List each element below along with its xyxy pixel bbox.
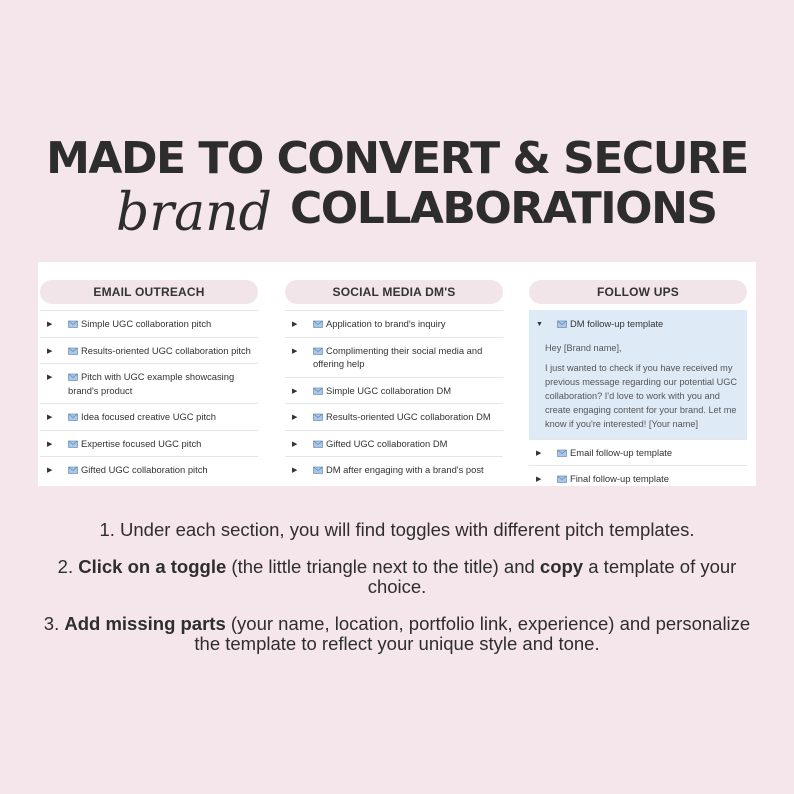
toggle-item[interactable] — [40, 456, 258, 483]
headline — [0, 133, 794, 243]
toggle-item[interactable] — [529, 465, 747, 492]
toggle-triangle-icon[interactable]: ▶ — [292, 347, 298, 355]
toggle-item[interactable] — [285, 337, 503, 377]
step-3-text: (your name, location, portfolio link, experience) and personalize the template to reflect your unique style and tone. — [194, 613, 751, 654]
step-2-text1: (the little triangle next to the title) and — [231, 556, 535, 577]
toggle-triangle-icon[interactable]: ▶ — [47, 440, 53, 448]
toggle-label: Idea focused creative UGC pitch — [81, 411, 216, 422]
column-title: FOLLOW UPS — [529, 280, 747, 304]
envelope-icon — [313, 386, 323, 395]
envelope-icon — [68, 372, 78, 381]
toggle-triangle-icon[interactable]: ▶ — [292, 414, 298, 421]
instruction-step-3 — [40, 614, 754, 654]
toggle-item[interactable] — [40, 403, 258, 430]
toggle-item-open[interactable] — [529, 310, 747, 337]
step-3-number: 3. — [43, 613, 60, 634]
envelope-icon — [313, 346, 323, 355]
toggle-item[interactable] — [285, 377, 503, 404]
toggle-content — [529, 337, 747, 439]
toggle-item[interactable] — [285, 456, 503, 483]
toggle-triangle-icon[interactable]: ▶ — [536, 476, 542, 483]
toggle-label: Results-oriented UGC collaboration pitch — [81, 344, 251, 356]
column-title: SOCIAL MEDIA DM'S — [285, 280, 503, 304]
toggle-item[interactable] — [40, 363, 258, 403]
toggle-label: Gifted UGC collaboration DM — [326, 437, 448, 449]
column-follow-ups — [529, 280, 747, 492]
toggle-item[interactable] — [285, 430, 503, 457]
template-body: I just wanted to check if you have received my previous message regarding our potential UGC collaboration? I'd love to work with you and create engaging content for your brand. Let me know if you're interested! [Your name] — [545, 362, 738, 429]
toggle-item[interactable] — [40, 310, 258, 337]
toggle-triangle-icon[interactable]: ▶ — [292, 387, 298, 395]
envelope-icon — [557, 319, 567, 328]
toggle-label: DM after engaging with a brand's post — [326, 464, 484, 475]
toggle-label: Final follow-up template — [570, 473, 670, 484]
toggle-triangle-icon[interactable]: ▶ — [47, 414, 53, 421]
template-greeting: Hey [Brand name], — [545, 342, 622, 353]
envelope-icon — [68, 439, 78, 448]
toggle-label: Results-oriented UGC collaboration DM — [326, 411, 491, 422]
envelope-icon — [68, 319, 78, 328]
toggle-triangle-icon[interactable]: ▶ — [536, 449, 542, 457]
envelope-icon — [557, 448, 567, 457]
toggle-label: Complimenting their social media and offering help — [313, 344, 483, 369]
toggle-triangle-icon[interactable]: ▶ — [47, 347, 53, 355]
step-3-bold: Add missing parts — [64, 613, 226, 634]
toggle-item[interactable] — [285, 310, 503, 337]
envelope-icon — [68, 346, 78, 355]
column-social-media-dms — [285, 280, 503, 483]
envelope-icon — [313, 439, 323, 448]
toggle-triangle-icon[interactable]: ▶ — [292, 321, 298, 328]
toggle-triangle-icon[interactable]: ▶ — [47, 321, 53, 328]
toggle-item[interactable] — [529, 439, 747, 466]
headline-line1: MADE TO CONVERT & SECURE — [46, 133, 748, 184]
toggle-triangle-icon[interactable]: ▶ — [292, 467, 298, 474]
step-2-bold-toggle: Click on a toggle — [78, 556, 227, 577]
step-2-number: 2. — [57, 556, 74, 577]
instructions — [0, 520, 794, 671]
instruction-step-1: 1. Under each section, you will find toggles with different pitch templates. — [99, 519, 695, 540]
toggle-label: Email follow-up template — [570, 446, 673, 458]
toggle-triangle-open-icon[interactable]: ▼ — [536, 321, 543, 328]
step-2-bold-copy: copy — [539, 556, 584, 577]
toggle-triangle-icon[interactable]: ▶ — [292, 440, 298, 448]
envelope-icon — [313, 465, 323, 474]
toggle-item[interactable] — [285, 403, 503, 430]
step-2-text2: a template of your choice. — [367, 556, 737, 597]
toggle-item[interactable] — [40, 430, 258, 457]
headline-line2 — [0, 183, 794, 243]
toggle-label: DM follow-up template — [570, 318, 664, 329]
toggle-triangle-icon[interactable]: ▶ — [47, 467, 53, 474]
envelope-icon — [313, 319, 323, 328]
column-title: EMAIL OUTREACH — [40, 280, 258, 304]
toggle-label: Simple UGC collaboration DM — [326, 384, 452, 396]
instruction-step-2 — [40, 557, 754, 597]
toggle-label: Application to brand's inquiry — [326, 318, 446, 329]
toggle-item[interactable] — [40, 337, 258, 364]
toggle-triangle-icon[interactable]: ▶ — [47, 374, 53, 381]
column-email-outreach — [40, 280, 258, 483]
toggle-label: Expertise focused UGC pitch — [81, 437, 202, 449]
toggle-label: Gifted UGC collaboration pitch — [81, 464, 208, 475]
template-panel — [38, 262, 756, 486]
toggle-label: Pitch with UGC example showcasing brand's product — [68, 371, 235, 396]
envelope-icon — [68, 465, 78, 474]
toggle-label: Simple UGC collaboration pitch — [81, 318, 212, 329]
headline-collaborations: COLLABORATIONS — [290, 183, 717, 234]
envelope-icon — [313, 412, 323, 421]
envelope-icon — [68, 412, 78, 421]
headline-script-word: brand — [116, 183, 272, 243]
envelope-icon — [557, 474, 567, 483]
